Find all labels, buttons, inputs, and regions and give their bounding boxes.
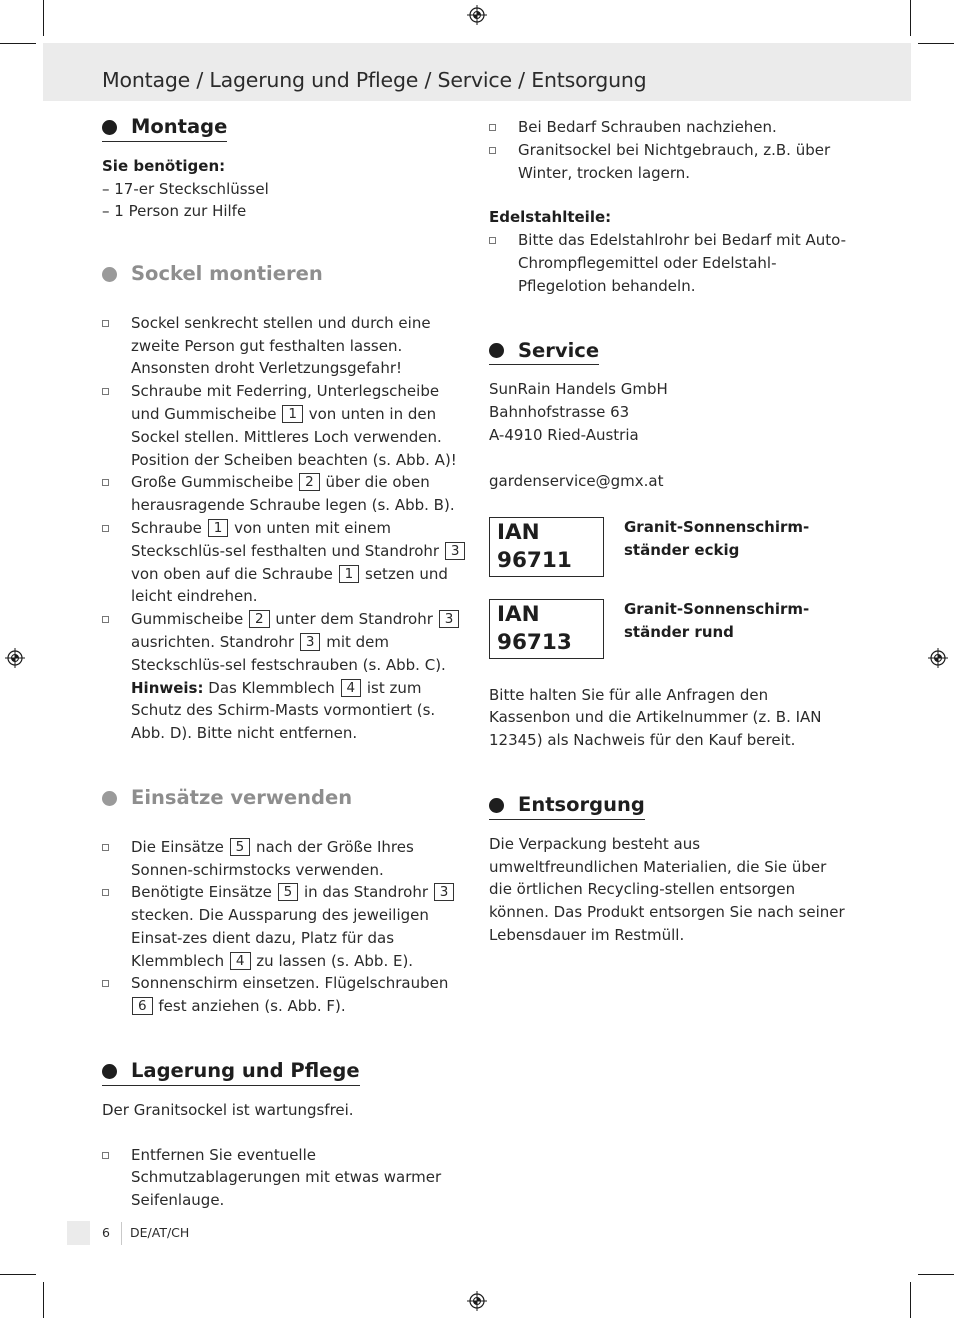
checkbox-bullet-icon	[102, 844, 109, 851]
list-item: Sonnenschirm einsetzen. Flügelschrauben 6 fest anziehen (s. Abb. F).	[102, 972, 467, 1018]
crop-mark	[918, 43, 954, 44]
list-item: Schraube 1 von unten mit einem Steckschlüs-sel festhalten und Standrohr 3 von oben auf die Schraube 1 setzen und leicht eindrehen.	[102, 517, 467, 608]
list-item: Große Gummischeibe 2 über die oben herausragende Schraube legen (s. Abb. B).	[102, 471, 467, 517]
left-column	[102, 116, 467, 1212]
checkbox-bullet-icon	[489, 124, 496, 131]
registration-mark-icon	[467, 1291, 487, 1311]
part-number-badge: 5	[230, 838, 251, 856]
hint-note: Hinweis: Das Klemmblech 4 ist zum Schutz des Schirm-Masts vormontiert (s. Abb. D). Bitte nicht entfernen.	[131, 678, 436, 743]
needs-label: Sie benötigen:	[102, 156, 226, 175]
checkbox-bullet-icon	[102, 1152, 109, 1159]
list-item: Die Einsätze 5 nach der Größe Ihres Sonnen-schirmstocks verwenden.	[102, 836, 467, 882]
section-heading-text: Montage	[131, 115, 228, 138]
list-item: Schraube mit Federring, Unterlegscheibe und Gummischeibe 1 von unten in den Sockel stellen. Mittleres Loch verwenden. Position der Scheiben beachten (s. Abb. A)!	[102, 380, 467, 471]
part-number-badge: 4	[230, 952, 251, 970]
registration-mark-icon	[928, 648, 948, 668]
address-line: SunRain Handels GmbH	[489, 380, 668, 399]
crop-mark	[910, 1282, 911, 1318]
list-item: Entfernen Sie eventuelle Schmutzablagerungen mit etwas warmer Seifenlauge.	[102, 1144, 467, 1212]
list-item: Granitsockel bei Nichtgebrauch, z.B. über Winter, trocken lagern.	[489, 139, 849, 185]
checkbox-bullet-icon	[102, 616, 109, 623]
section-heading-lagerung	[102, 1060, 360, 1086]
ian-code-box: IAN 96713	[489, 599, 604, 659]
section-heading-text: Lagerung und Pflege	[131, 1059, 360, 1083]
crop-mark	[43, 1282, 44, 1318]
needs-item: – 1 Person zur Hilfe	[102, 202, 247, 221]
part-number-badge: 1	[339, 565, 360, 583]
bullet-dot-icon	[102, 120, 117, 135]
lagerung-intro: Der Granitsockel ist wartungsfrei.	[102, 1100, 354, 1119]
ian-entry	[489, 517, 849, 577]
crop-mark	[0, 43, 36, 44]
part-number-badge: 2	[299, 473, 320, 491]
checkbox-bullet-icon	[102, 525, 109, 532]
part-number-badge: 2	[249, 610, 270, 628]
footer-language: DE/AT/CH	[130, 1225, 190, 1240]
bullet-dot-icon	[489, 343, 504, 358]
list-item: Sockel senkrecht stellen und durch eine zweite Person gut festhalten lassen. Ansonsten droht Verletzungsgefahr!	[102, 312, 467, 380]
checkbox-bullet-icon	[102, 889, 109, 896]
crop-mark	[0, 1274, 36, 1275]
part-number-badge: 3	[434, 883, 455, 901]
crop-mark	[918, 1274, 954, 1275]
right-column	[489, 116, 849, 947]
section-heading-text: Sockel montieren	[131, 262, 323, 286]
bullet-dot-icon	[102, 791, 117, 806]
list-item: Benötigte Einsätze 5 in das Standrohr 3 stecken. Die Aussparung des jeweiligen Einsat-zes dient dazu, Platz für das Klemmblech 4 zu lassen (s. Abb. E).	[102, 881, 467, 972]
page-title: Montage / Lagerung und Pflege / Service / Entsorgung	[102, 68, 647, 92]
section-heading-text: Entsorgung	[518, 792, 645, 816]
checkbox-bullet-icon	[102, 980, 109, 987]
list-item: Bitte das Edelstahlrohr bei Bedarf mit Auto-Chrompflegemittel oder Edelstahl-Pflegelotion behandeln.	[489, 229, 849, 297]
list-item: Gummischeibe 2 unter dem Standrohr 3 ausrichten. Standrohr 3 mit dem Steckschlüs-sel festschrauben (s. Abb. C).	[102, 608, 467, 676]
section-heading-montage	[102, 116, 227, 142]
ian-description: Granit-Sonnenschirm- ständer rund	[624, 599, 810, 641]
bullet-dot-icon	[489, 798, 504, 813]
part-number-badge: 5	[278, 883, 299, 901]
list-item: Bei Bedarf Schrauben nachziehen.	[489, 116, 849, 139]
address-line: A-4910 Ried-Austria	[489, 425, 639, 444]
bullet-dot-icon	[102, 1064, 117, 1079]
needs-item: – 17-er Steckschlüssel	[102, 179, 269, 198]
part-number-badge: 3	[445, 542, 466, 560]
address-line: Bahnhofstrasse 63	[489, 403, 630, 422]
registration-mark-icon	[5, 648, 25, 668]
section-heading-sockel	[102, 263, 323, 288]
section-heading-service	[489, 340, 599, 366]
checkbox-bullet-icon	[102, 479, 109, 486]
checkbox-bullet-icon	[102, 388, 109, 395]
footer-tab	[67, 1221, 90, 1245]
section-heading-entsorgung	[489, 794, 645, 820]
crop-mark	[43, 0, 44, 36]
part-number-badge: 3	[439, 610, 460, 628]
bullet-dot-icon	[102, 267, 117, 282]
service-note: Bitte halten Sie für alle Anfragen den Kassenbon und die Artikelnummer (z. B. IAN 12345) als Nachweis für den Kauf bereit.	[489, 685, 822, 750]
section-heading-text: Einsätze verwenden	[131, 786, 353, 810]
section-heading-text: Service	[518, 338, 600, 362]
service-address	[489, 378, 849, 446]
ian-code-box: IAN 96711	[489, 517, 604, 577]
ian-description: Granit-Sonnenschirm- ständer eckig	[624, 517, 810, 559]
checkbox-bullet-icon	[489, 147, 496, 154]
edelstahl-label: Edelstahlteile:	[489, 208, 612, 227]
entsorgung-text: Die Verpackung besteht aus umweltfreundlichen Materialien, die Sie über die örtlichen Recycling-stellen entsorgen können. Das Produkt entsorgen Sie nach seiner Lebensdauer im Restmüll.	[489, 834, 845, 944]
part-number-badge: 1	[208, 519, 229, 537]
checkbox-bullet-icon	[102, 320, 109, 327]
part-number-badge: 4	[341, 679, 362, 697]
checkbox-bullet-icon	[489, 237, 496, 244]
section-heading-einsaetze	[102, 787, 352, 812]
part-number-badge: 3	[300, 633, 321, 651]
hint-label: Hinweis:	[131, 678, 204, 697]
crop-mark	[910, 0, 911, 36]
service-email[interactable]: gardenservice@gmx.at	[489, 471, 664, 490]
registration-mark-icon	[467, 5, 487, 25]
ian-entry	[489, 599, 849, 659]
part-number-badge: 1	[282, 405, 303, 423]
part-number-badge: 6	[132, 997, 153, 1015]
footer-page-number: 6	[102, 1225, 110, 1240]
footer-divider	[121, 1222, 122, 1245]
